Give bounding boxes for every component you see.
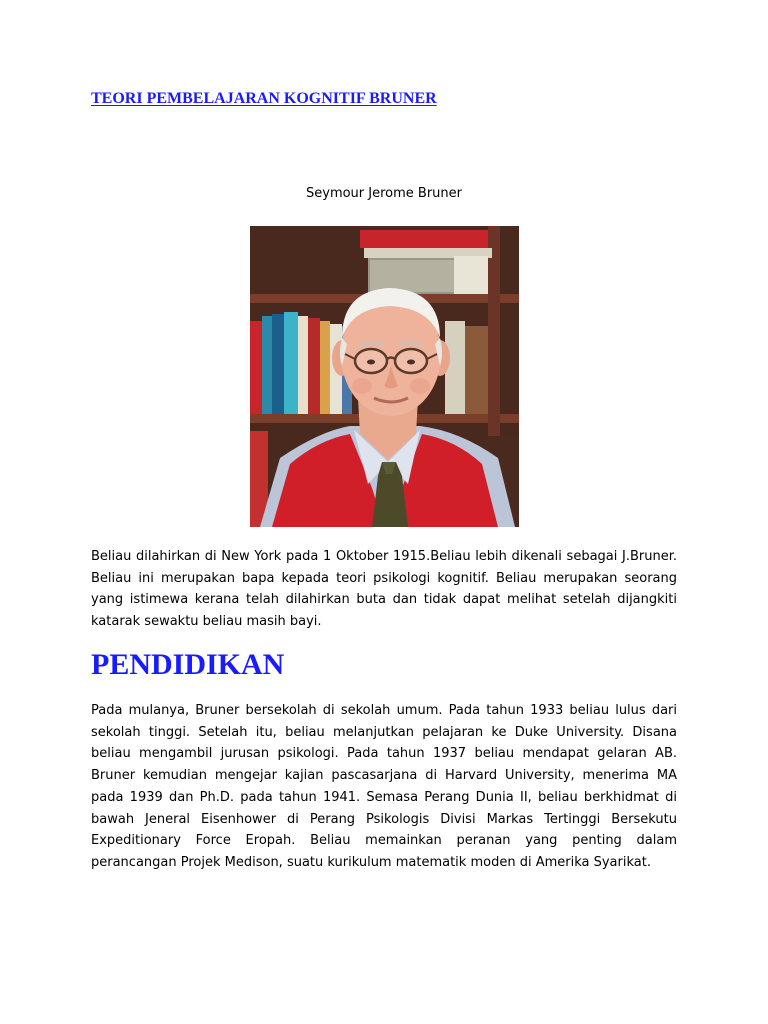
section-heading-pendidikan: PENDIDIKAN [91,648,285,681]
document-title-link[interactable]: TEORI PEMBELAJARAN KOGNITIF BRUNER [91,90,437,107]
pendidikan-paragraph: Pada mulanya, Bruner bersekolah di sekolah umum. Pada tahun 1933 beliau lulus dari sekolah tinggi. Setelah itu, beliau melanjutkan pelajaran ke Duke University. Disana beliau mengambil jurusan psikologi. Pada tahun 1937 beliau mendapat gelaran AB. Bruner kemudian mengejar kajian pascasarjana di Harvard University, menerima MA pada 1939 dan Ph.D. pada tahun 1941. Semasa Perang Dunia II, beliau berkhidmat di bawah Jeneral Eisenhower di Perang Psikologis Divisi Markas Tertinggi Bersekutu Expeditionary Force Eropah. Beliau memainkan peranan yang penting dalam perancangan Projek Medison, suatu kurikulum matematik moden di Amerika Syarikat. [91,703,677,870]
intro-paragraph: Beliau dilahirkan di New York pada 1 Oktober 1915.Beliau lebih dikenali sebagai J.Bruner. Beliau ini merupakan bapa kepada teori psikologi kognitif. Beliau merupakan seorang yang istimewa kerana telah dilahirkan buta dan tidak dapat melihat setelah dijangkiti katarak sewaktu beliau masih bayi. [91,549,677,630]
photo-caption: Seymour Jerome Bruner [306,186,462,201]
portrait-photo [250,226,519,527]
